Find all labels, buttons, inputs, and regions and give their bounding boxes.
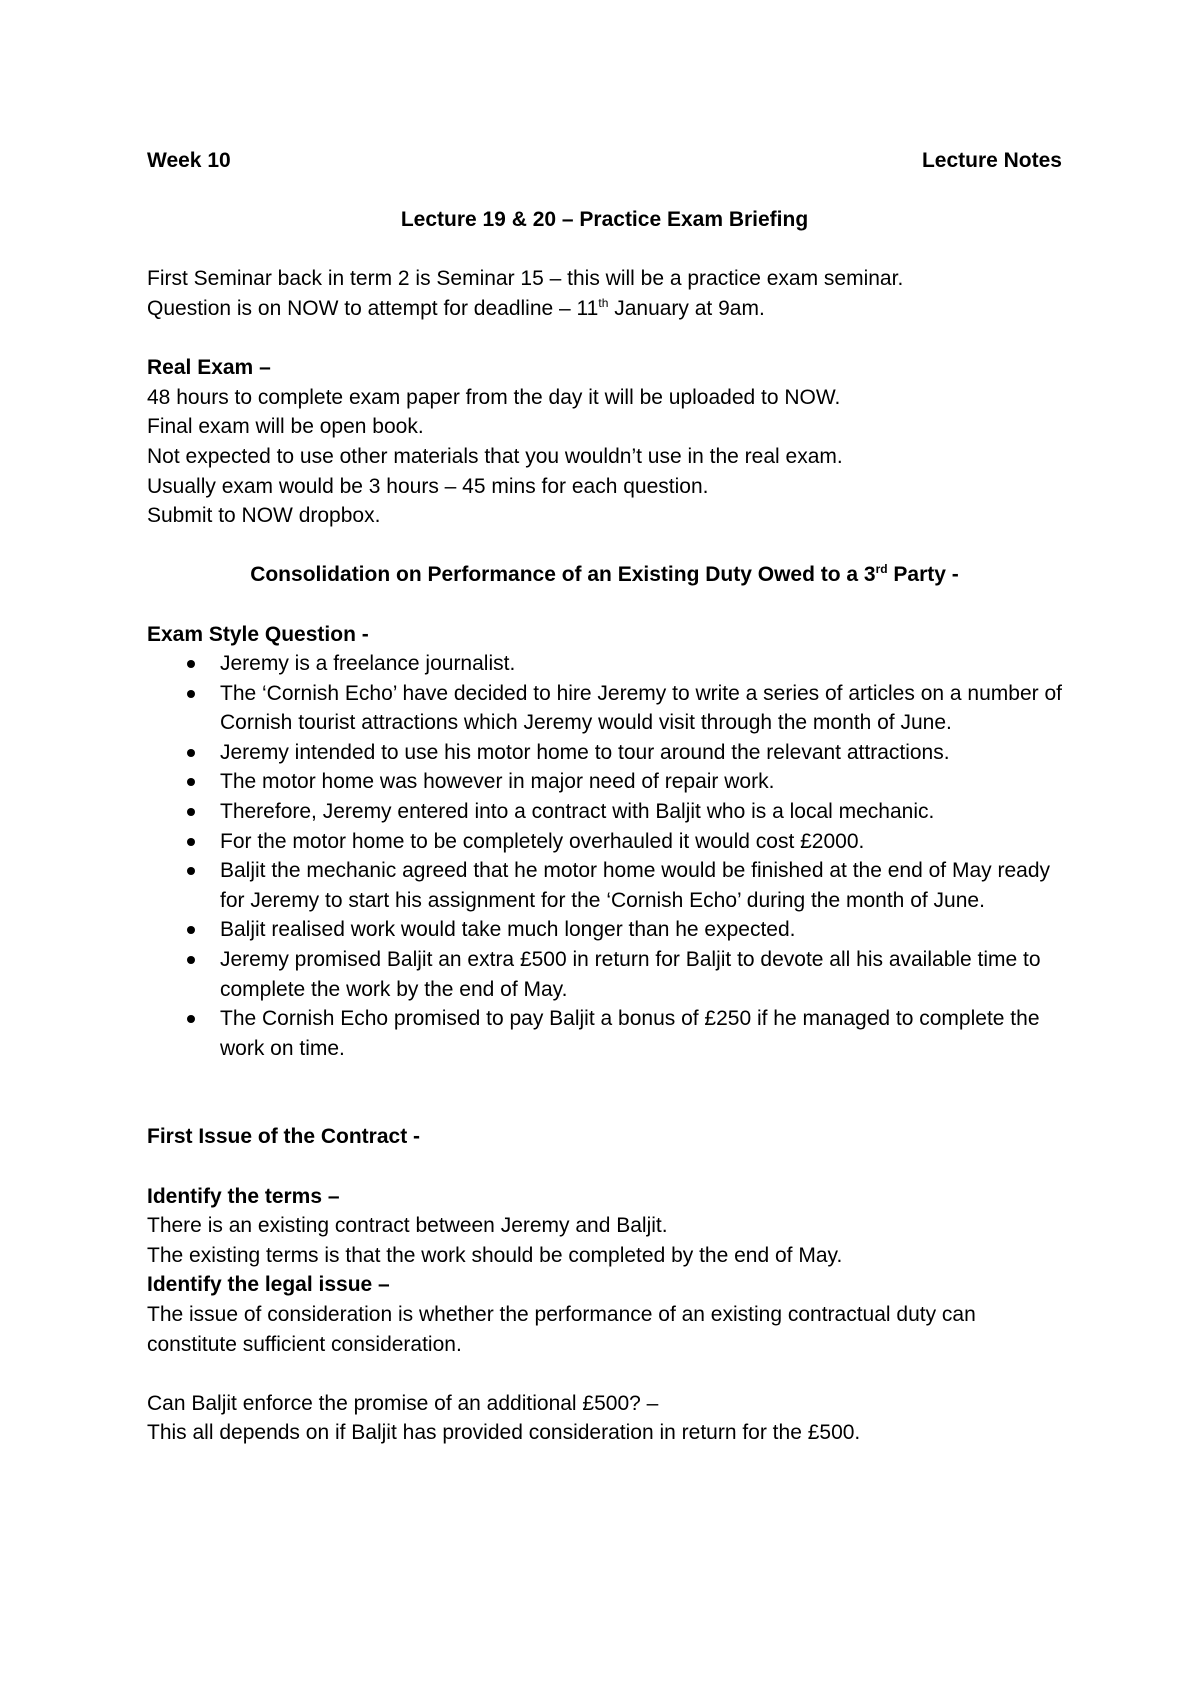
terms-heading: Identify the terms –: [147, 1184, 340, 1208]
real-exam-line: Not expected to use other materials that you wouldn’t use in the real exam.: [147, 444, 843, 468]
list-item: For the motor home to be completely overhauled it would cost £2000.: [147, 827, 1062, 857]
consolidation-heading: Consolidation on Performance of an Existing Duty Owed to a 3rd Party -: [250, 562, 959, 587]
list-item: The ‘Cornish Echo’ have decided to hire Jeremy to write a series of articles on a number of Cornish tourist attractions which Jeremy would visit through the month of June.: [147, 679, 1062, 738]
document-header: [147, 146, 1062, 176]
real-exam-heading: Real Exam –: [147, 356, 271, 380]
list-item: The motor home was however in major need of repair work.: [147, 767, 1062, 797]
bullet-icon: [187, 1015, 195, 1023]
terms-line: There is an existing contract between Jeremy and Baljit.: [147, 1214, 668, 1238]
list-item: Therefore, Jeremy entered into a contract with Baljit who is a local mechanic.: [147, 797, 1062, 827]
header-week: Week 10: [147, 149, 231, 172]
lecture-title: Lecture 19 & 20 – Practice Exam Briefing: [400, 208, 809, 232]
bullet-icon: [187, 926, 195, 934]
bullet-icon: [187, 778, 195, 786]
list-item: Jeremy intended to use his motor home to tour around the relevant attractions.: [147, 738, 1062, 768]
bullet-icon: [187, 956, 195, 964]
enforce-question: Can Baljit enforce the promise of an additional £500? –: [147, 1391, 659, 1415]
real-exam-line: Submit to NOW dropbox.: [147, 504, 381, 528]
list-item: Jeremy promised Baljit an extra £500 in return for Baljit to devote all his available time to complete the work by the end of May.: [147, 945, 1062, 1004]
legal-issue-text: The issue of consideration is whether the performance of an existing contractual duty can constitute sufficient consideration.: [147, 1302, 976, 1356]
bullet-icon: [187, 808, 195, 816]
list-item: The Cornish Echo promised to pay Baljit a bonus of £250 if he managed to complete the work on time.: [147, 1004, 1062, 1063]
real-exam-line: 48 hours to complete exam paper from the day it will be uploaded to NOW.: [147, 385, 841, 409]
first-issue-heading: First Issue of the Contract -: [147, 1125, 421, 1149]
bullet-icon: [187, 838, 195, 846]
exam-question-list: [147, 649, 1062, 1063]
real-exam-line: Usually exam would be 3 hours – 45 mins for each question.: [147, 474, 709, 498]
bullet-icon: [187, 690, 195, 698]
list-item: Baljit the mechanic agreed that he motor home would be finished at the end of May ready for Jeremy to start his assignment for the ‘Cornish Echo’ during the month of June.: [147, 856, 1062, 915]
real-exam-line: Final exam will be open book.: [147, 415, 424, 439]
terms-line: The existing terms is that the work should be completed by the end of May.: [147, 1243, 843, 1267]
header-lecture-notes: Lecture Notes: [921, 149, 1062, 172]
bullet-icon: [187, 660, 195, 668]
bullet-icon: [187, 749, 195, 757]
list-item: Jeremy is a freelance journalist.: [147, 649, 1062, 679]
intro-line-1: First Seminar back in term 2 is Seminar 15 – this will be a practice exam seminar.: [147, 267, 904, 291]
document-page: [147, 146, 1062, 1448]
intro-line-2: Question is on NOW to attempt for deadline – 11th January at 9am.: [147, 295, 765, 320]
enforce-answer: This all depends on if Baljit has provided consideration in return for the £500.: [147, 1421, 861, 1445]
exam-question-heading: Exam Style Question -: [147, 622, 369, 646]
bullet-icon: [187, 867, 195, 875]
list-item: Baljit realised work would take much longer than he expected.: [147, 915, 1062, 945]
legal-issue-heading: Identify the legal issue –: [147, 1273, 390, 1297]
